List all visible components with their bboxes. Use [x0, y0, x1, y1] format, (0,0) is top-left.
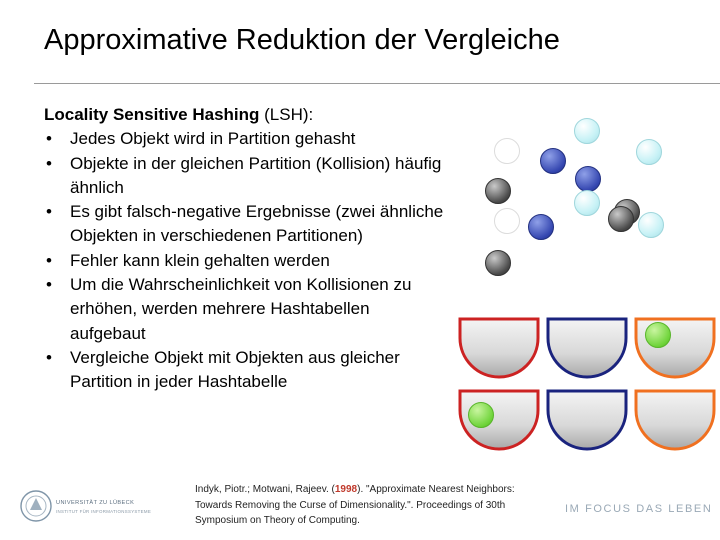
bullet-item — [44, 273, 444, 346]
bullet-dot: • — [46, 202, 52, 222]
ball-green-in-bucket — [468, 402, 494, 428]
lsh-illustration — [450, 110, 720, 440]
ball-cyan — [574, 190, 600, 216]
citation — [195, 482, 525, 529]
ball-gray — [608, 206, 634, 232]
bullet-item — [44, 249, 444, 273]
bullet-text: Objekte in der gleichen Partition (Kollision) häufig ähnlich — [70, 153, 442, 197]
ball-cyan — [574, 118, 600, 144]
content-heading — [44, 103, 444, 127]
bucket-navy — [545, 316, 629, 380]
institute-name: INSTITUT FÜR INFORMATIONSSYSTEME — [56, 509, 152, 514]
bullet-list — [44, 127, 444, 394]
slogan-logo: IM FOCUS DAS LEBEN — [565, 503, 713, 515]
citation-rest: ). "Approximate Nearest Neighbors: Towards Removing the Curse of Dimensionality.". Proceedings of 30th Symposium on Theory of Computing. — [195, 484, 515, 526]
ball-gray — [485, 250, 511, 276]
ball-gray — [485, 178, 511, 204]
ball-white — [494, 138, 520, 164]
university-name: UNIVERSITÄT ZU LÜBECK — [56, 500, 135, 506]
bullet-text: Es gibt falsch-negative Ergebnisse (zwei ähnliche Objekten in verschiedenen Partitionen) — [70, 202, 444, 246]
bullet-text: Vergleiche Objekt mit Objekten aus gleicher Partition in jeder Hashtabelle — [70, 347, 400, 392]
bullet-dot: • — [46, 347, 52, 367]
bucket-orange — [633, 316, 717, 380]
slide-content — [44, 103, 444, 395]
citation-year: 1998 — [334, 484, 358, 495]
bullet-dot: • — [46, 153, 52, 173]
bucket-red — [457, 316, 541, 380]
bullet-text: Jedes Objekt wird in Partition gehasht — [70, 129, 356, 149]
bullet-item — [44, 127, 444, 151]
slide-title: Approximative Reduktion der Vergleiche — [44, 24, 560, 56]
ball-white — [494, 208, 520, 234]
bullet-item — [44, 200, 444, 249]
bucket-navy — [545, 388, 629, 452]
heading-rest: (LSH): — [259, 105, 314, 124]
bullet-dot: • — [46, 250, 52, 270]
ball-green-in-bucket — [645, 322, 671, 348]
ball-cyan — [636, 139, 662, 165]
heading-bold: Locality Sensitive Hashing — [44, 105, 260, 124]
bullet-text: Um die Wahrscheinlichkeit von Kollisionen zu erhöhen, werden mehrere Hashtabellen aufgebaut — [70, 275, 412, 343]
bullet-dot: • — [46, 275, 52, 295]
bullet-dot: • — [46, 129, 52, 149]
university-seal-icon — [18, 488, 188, 524]
bullet-text: Fehler kann klein gehalten werden — [70, 250, 330, 270]
bucket-orange — [633, 388, 717, 452]
university-logo — [18, 488, 188, 529]
ball-blue — [540, 148, 566, 174]
bullet-item — [44, 346, 444, 395]
ball-blue — [528, 214, 554, 240]
ball-blue — [575, 166, 601, 192]
citation-authors: Indyk, Piotr.; Motwani, Rajeev. ( — [195, 484, 335, 495]
bullet-item — [44, 152, 444, 201]
title-divider — [34, 83, 720, 84]
ball-cyan — [638, 212, 664, 238]
